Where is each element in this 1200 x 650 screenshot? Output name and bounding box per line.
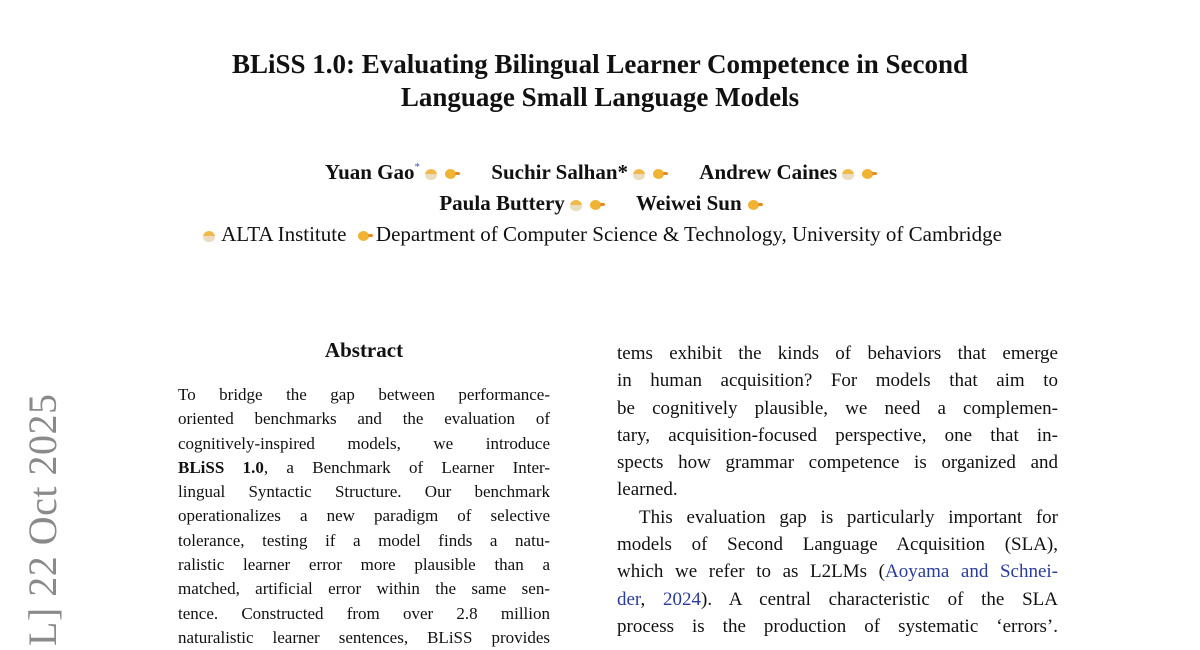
abstract-line: matched, artificial error within the same sen- — [178, 579, 550, 599]
baby-chick-icon — [746, 197, 761, 211]
abstract-line: cognitively-inspired models, we introduce — [178, 433, 550, 453]
baby-chick-icon — [588, 197, 603, 211]
abstract-line: ralistic learner error more plausible than a — [178, 555, 550, 575]
abstract-text — [178, 383, 550, 650]
affiliation-cst: Department of Computer Science & Technology, University of Cambridge — [375, 222, 1002, 246]
affiliations — [0, 222, 1200, 247]
author-weiwei-sun: Weiwei Sun — [636, 191, 761, 215]
paragraph-2: This evaluation gap is particularly important for models of Second Language Acquisition (SLA), which we refer to as L2LMs (Aoyama and Schnei- der, 2024). A central characteristic of the SLA process is the production of systematic ‘errors’. — [617, 506, 1059, 637]
author-row-2 — [0, 191, 1200, 216]
hatching-chick-icon — [632, 166, 647, 180]
abstract-line: BLiSS 1.0, a Benchmark of Learner Inter- — [178, 457, 550, 477]
baby-chick-icon — [356, 228, 371, 242]
title-line-2: Language Small Language Models — [400, 82, 800, 112]
baby-chick-icon — [651, 166, 666, 180]
abstract-line: lingual Syntactic Structure. Our benchmark — [178, 482, 550, 502]
abstract-line: operationalizes a new paradigm of selective — [178, 506, 550, 526]
baby-chick-icon — [860, 166, 875, 180]
author-paula-buttery: Paula Buttery — [439, 191, 602, 215]
benchmark-name: BLiSS 1.0 — [178, 457, 264, 477]
abstract-line: oriented benchmarks and the evaluation of — [178, 409, 550, 429]
abstract-line: tolerance, testing if a model finds a natu- — [178, 530, 550, 550]
author-suchir-salhan: Suchir Salhan* — [491, 160, 666, 184]
equal-contribution-mark[interactable]: * — [414, 161, 421, 173]
paragraph-1: tems exhibit the kinds of behaviors that emerge in human acquisition? For models that aim to be cognitively plausible, we need a complemen- tary, acquisition-focused perspective, one that in- spects how grammar competence is organized and learned. — [617, 343, 1058, 501]
title-line-1: BLiSS 1.0: Evaluating Bilingual Learner Competence in Second — [231, 49, 969, 79]
paper-title — [0, 48, 1200, 114]
hatching-chick-icon — [202, 228, 217, 242]
abstract-line: naturalistic learner sentences, BLiSS provides — [178, 627, 550, 647]
body-column-right — [617, 340, 1058, 640]
citation-aoyama-schneider-cont[interactable]: der — [617, 588, 641, 610]
hatching-chick-icon — [841, 166, 856, 180]
abstract-line: To bridge the gap between performance- — [178, 385, 550, 404]
author-andrew-caines: Andrew Caines — [699, 160, 875, 184]
baby-chick-icon — [443, 166, 458, 180]
abstract-line: tence. Constructed from over 2.8 million — [178, 603, 550, 623]
citation-year[interactable]: 2024 — [663, 588, 701, 610]
citation-aoyama-schneider[interactable]: Aoyama and Schnei- — [884, 561, 1059, 583]
author-row-1 — [0, 160, 1200, 185]
hatching-chick-icon — [569, 197, 584, 211]
author-yuan-gao: Yuan Gao* — [325, 160, 458, 184]
affiliation-alta: ALTA Institute — [221, 222, 347, 246]
hatching-chick-icon — [424, 166, 439, 180]
abstract-heading: Abstract — [324, 338, 404, 362]
arxiv-stamp: L] 22 Oct 2025 — [20, 393, 65, 646]
